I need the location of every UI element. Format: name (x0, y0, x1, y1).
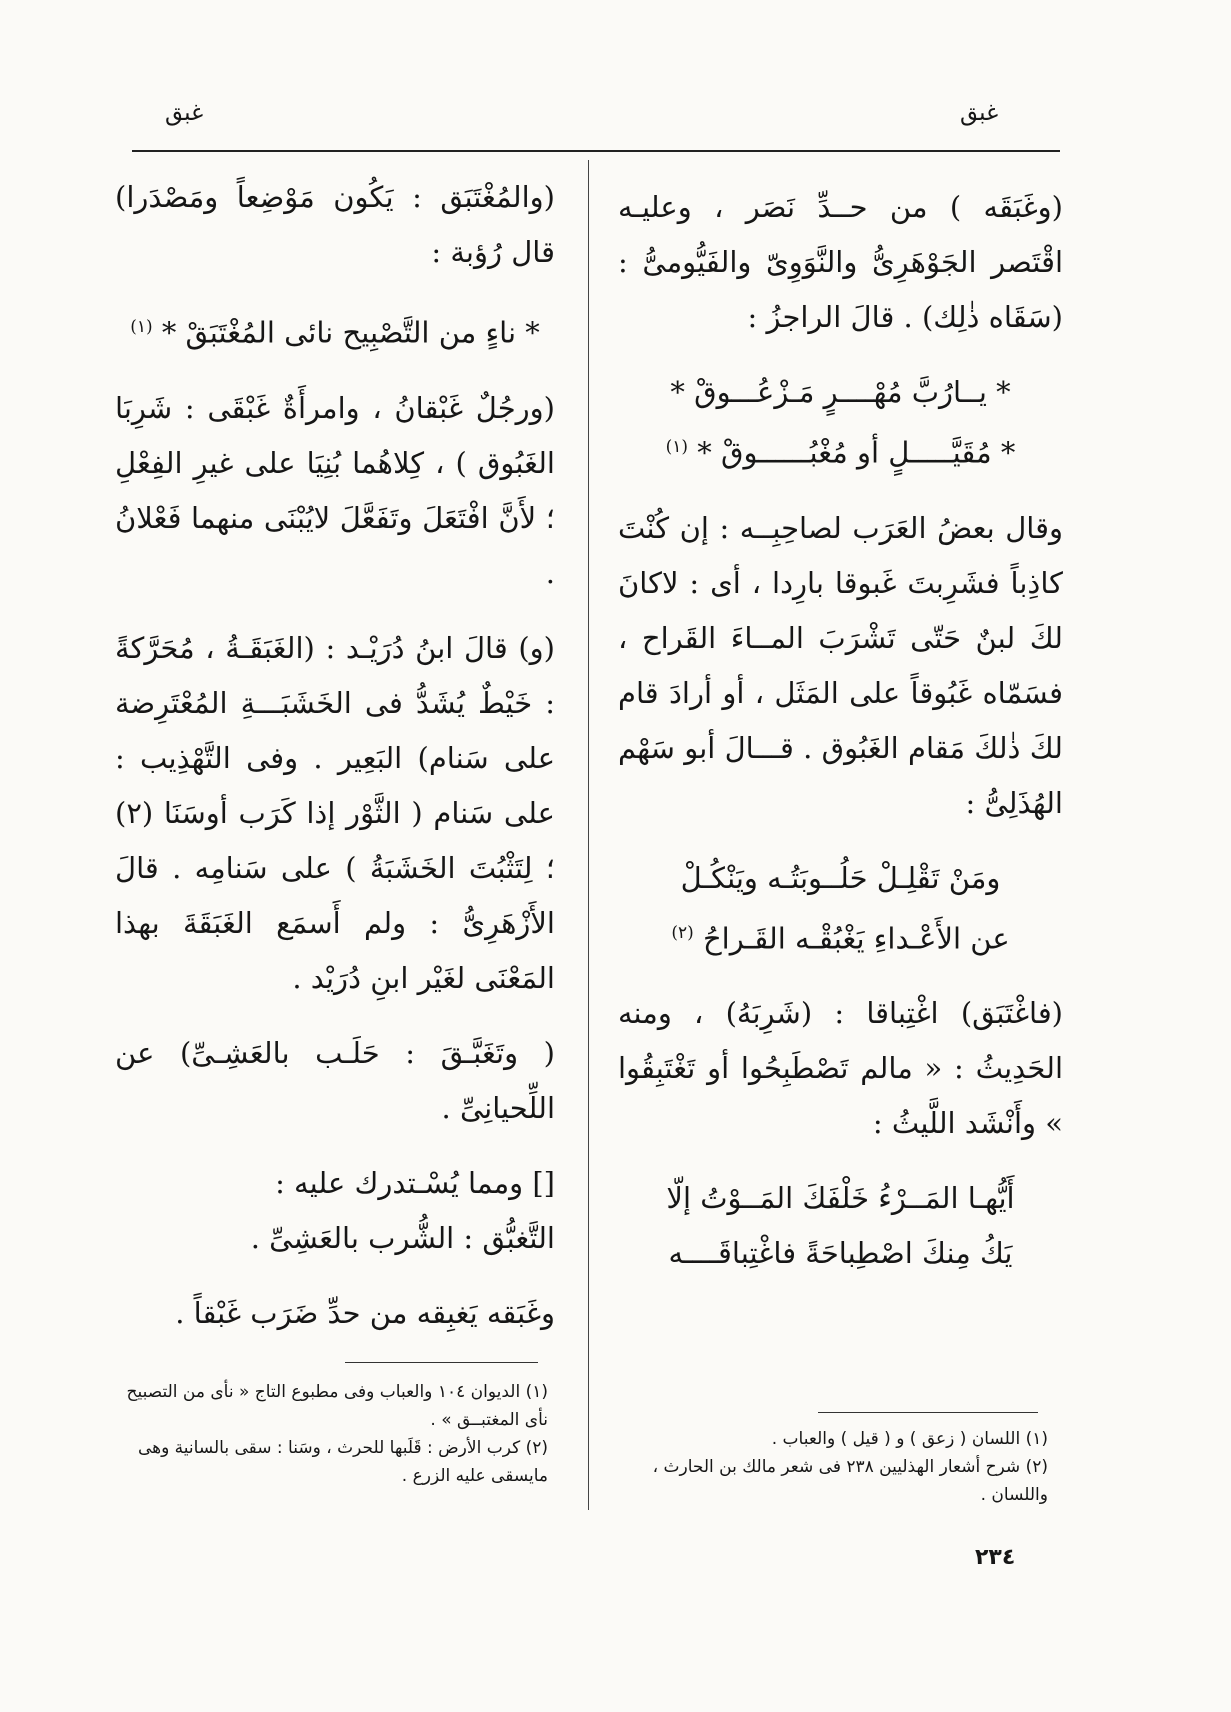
entry-paragraph: (فاغْتَبَق) اغْتِباقا : (شَرِبَهُ) ، ومنه الحَدِيثُ : « مالم تَصْطَبِحُوا أو تَغْتَبِقُوا » وأَنْشَد اللَّيثُ : (618, 996, 1063, 1141)
running-header-right: غبق (960, 100, 999, 126)
column-separator (588, 160, 589, 1510)
entry-paragraph: ( وتَغَبَّـقَ : حَلَـب بالعَشِـىِّ) عن اللِّحيانِىِّ . (115, 1035, 555, 1125)
footnote-marker: (١) (130, 317, 153, 337)
entry-paragraph: التَّغبُّق : الشُّرب بالعَشِىِّ . (250, 1220, 555, 1255)
footnote: (١) الديوان ١٠٤ والعباب وفى مطبوع التاج « نأى من التصبيح نأى المغتبــق » . (126, 1382, 548, 1430)
running-header-left: غبق (165, 100, 204, 126)
footnote: (١) اللسان ( زعق ) و ( قيل ) والعباب . (771, 1429, 1048, 1449)
entry-paragraph: (و) قالَ ابنُ دُرَيْـد : (الغَبَقَـةُ ، مُحَرَّكةً : خَيْطٌ يُشَدُّ فى الخَشَبَـــةِ المُعْتَرِضة على سَنام) البَعِير . وفى التَّهْذِيب : على سَنام ( الثَّوْر إذا كَرَب أوسَنَا (٢) ؛ لِتَثْبُتَ الخَشَبَةُ ) على سَنامِه . قالَ الأَزْهَرِىُّ : ولم أَسمَع الغَبَقَةَ بهذا المَعْنَى لغَيْر ابنِ دُرَيْد . (115, 630, 555, 995)
footnote: (٢) كرب الأرض : قَلَبها للحرث ، وسَنا : سقى بالسانية وهى مايسقى عليه الزرع . (137, 1438, 548, 1486)
left-column (115, 170, 555, 1341)
entry-paragraph: (ورجُلٌ غَبْقانُ ، وامرأَةٌ غَبْقَى : شَرِبَا الغَبُوق ) ، كِلاهُما بُنِيَا على غيرِ الفِعْلِ ؛ لأَنَّ افْتَعَلَ وتَفَعَّلَ لايُبْنَى منهما فَعْلانُ . (115, 390, 555, 590)
header-rule (132, 150, 1060, 152)
verse-line (618, 906, 1063, 967)
footnote-marker: (١) (665, 437, 689, 457)
verse-text: * مُقَيَّـــــلٍ أو مُغْبُــــــوقْ * (697, 435, 1016, 470)
page-number: ٢٣٤ (975, 1545, 1016, 1570)
footnotes-left (118, 1378, 548, 1490)
verse-line: أَيُّهـا المَــرْءُ خَلْفَكَ المَــوْتُ إلّا (666, 1181, 1015, 1216)
verse-text: * ناءٍ من التَّصْبِيح نائى المُغْتَبَقْ * (161, 315, 540, 350)
entry-paragraph: (وغَبَقَه ) من حــدِّ نَصَر ، وعليـه اقْتَصر الجَوْهَرِىُّ والنَّوَوِىّ والفَيُّومىُّ : (سَقَاه ذٰلِك) . قالَ الراجزُ : (618, 190, 1063, 334)
footnote: (٢) شرح أشعار الهذليين ٢٣٨ فى شعر مالك بن الحارث ، واللسان . (652, 1457, 1048, 1505)
entry-paragraph: وقال بعضُ العَرَب لصاحِبِــه : إن كُنْتَ كاذِباً فشَرِبتَ غَبوقا بارِدا ، أى : لاكانَ لكَ لبنٌ حَتّى تَشْرَبَ المــاءَ القَراح ، فسَمّاه غَبُوقاً على المَثَل ، أو أرادَ قام لكَ ذٰلكَ مَقام الغَبُوق . قـــالَ أبو سَهْم الهُذَلِىُّ : (618, 510, 1063, 820)
entry-paragraph: (والمُغْتَبَق : يَكُون مَوْضِعاً ومَصْدَرا) قال رُؤبة : (115, 180, 555, 269)
verse-line: يَكُ مِنكَ اصْطِباحَةً فاغْتِباقَــــه (668, 1236, 1013, 1271)
entry-paragraph: [] ومما يُسْـتدرك عليه : (275, 1165, 555, 1200)
verse-line (115, 300, 555, 361)
verse-line (618, 420, 1063, 481)
verse-text: عن الأَعْـداءِ يَغْبُقْـه القَـراحُ (702, 921, 1010, 956)
entry-paragraph: وغَبَقه يَغبِقه من حدِّ ضَرَب غَبْقاً . (175, 1295, 555, 1330)
right-column (618, 180, 1063, 1281)
footnote-rule-right (818, 1412, 1038, 1413)
verse-line: ومَنْ تَقْلِـلْ حَلُــوبَتُـه ويَنْكُـلْ (680, 860, 1001, 895)
verse-line: * يــارُبَّ مُهْــــرٍ مَـزْعُـــوقْ * (670, 375, 1011, 409)
footnote-marker: (٢) (671, 922, 694, 943)
footnote-rule-left (345, 1362, 538, 1363)
footnotes-right (615, 1425, 1048, 1509)
